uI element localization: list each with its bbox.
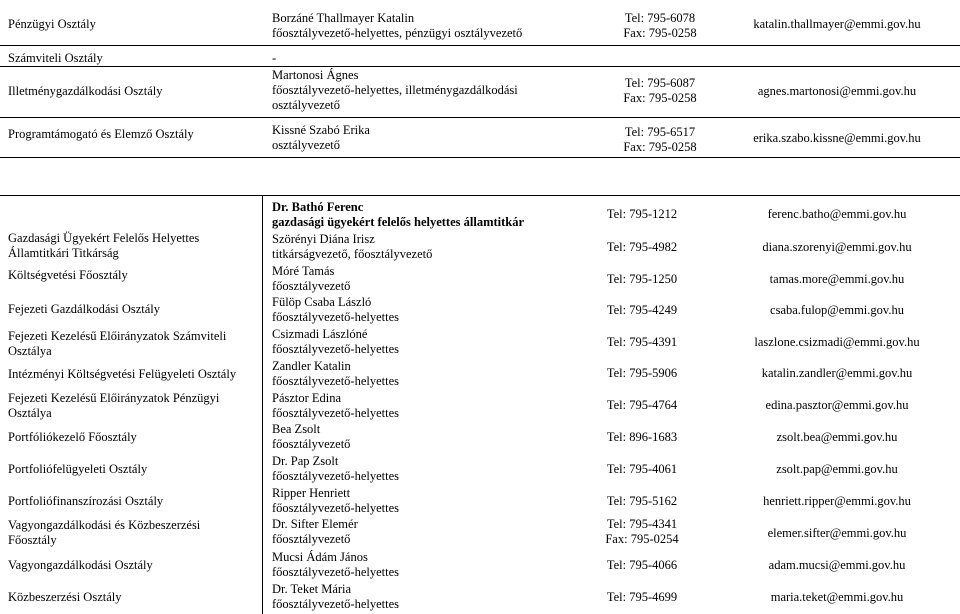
department-name-cont: Főosztály — [8, 533, 57, 547]
person-title: főosztályvezető-helyettes — [272, 597, 400, 611]
department-name: Portfóliókezelő Főosztály — [8, 430, 137, 444]
email-address[interactable]: zsolt.pap@emmi.gov.hu — [776, 462, 898, 476]
column-divider — [262, 195, 263, 614]
fax-number: Fax: 795-0258 — [623, 26, 697, 40]
person-name: Mucsi Ádám János — [272, 550, 368, 564]
person-title: osztályvezető — [272, 138, 341, 152]
person-title: főosztályvezető-helyettes, illetménygazdálkodási — [272, 83, 518, 97]
email-address[interactable]: maria.teket@emmi.gov.hu — [770, 590, 904, 604]
phone-number: Tel: 795-1212 — [606, 207, 678, 221]
department-name: Fejezeti Kezelésű Előirányzatok Pénzügyi — [8, 391, 220, 405]
table-top-border — [0, 195, 960, 196]
email-address[interactable]: zsolt.bea@emmi.gov.hu — [776, 430, 898, 444]
person-title: főosztályvezető — [272, 437, 351, 451]
department-name: Portfoliófelügyeleti Osztály — [8, 462, 148, 476]
person-name: Dr. Teket Mária — [272, 582, 352, 596]
person-name: Pásztor Edina — [272, 391, 342, 405]
email-address[interactable]: erika.szabo.kissne@emmi.gov.hu — [753, 131, 921, 145]
department-name: Intézményi Költségvetési Felügyeleti Osztály — [8, 367, 237, 381]
phone-number: Tel: 795-6078 — [624, 11, 696, 25]
person-title: főosztályvezető-helyettes — [272, 310, 400, 324]
department-name: Portfoliófinanszírozási Osztály — [8, 494, 164, 508]
email-address[interactable]: laszlone.csizmadi@emmi.gov.hu — [754, 335, 920, 349]
person-name: Dr. Pap Zsolt — [272, 454, 339, 468]
person-name: - — [272, 51, 277, 65]
person-name: Csizmadi Lászlóné — [272, 327, 368, 341]
fax-number: Fax: 795-0254 — [605, 532, 679, 546]
person-title: főosztályvezető-helyettes — [272, 374, 400, 388]
person-name: Ripper Henriett — [272, 486, 351, 500]
person-name: Borzáné Thallmayer Katalin — [272, 11, 415, 25]
department-name-cont: Államtitkári Titkárság — [8, 246, 119, 260]
phone-number: Tel: 795-6087 — [624, 76, 696, 90]
person-title: főosztályvezető-helyettes — [272, 469, 400, 483]
email-address[interactable]: adam.mucsi@emmi.gov.hu — [768, 558, 906, 572]
person-name: Bea Zsolt — [272, 422, 321, 436]
phone-number: Tel: 795-4249 — [606, 303, 678, 317]
email-address[interactable]: katalin.zandler@emmi.gov.hu — [761, 366, 913, 380]
person-name: Fülöp Csaba László — [272, 295, 372, 309]
phone-number: Tel: 795-4764 — [606, 398, 678, 412]
phone-number: Tel: 896-1683 — [606, 430, 678, 444]
person-title-cont: osztályvezető — [272, 98, 341, 112]
phone-number: Tel: 795-4391 — [606, 335, 678, 349]
department-name: Pénzügyi Osztály — [8, 17, 96, 31]
person-title: főosztályvezető-helyettes — [272, 565, 400, 579]
email-address[interactable]: agnes.martonosi@emmi.gov.hu — [757, 84, 917, 98]
person-title: főosztályvezető-helyettes, pénzügyi osztályvezető — [272, 26, 523, 40]
department-name: Költségvetési Főosztály — [8, 268, 128, 282]
phone-number: Tel: 795-4699 — [606, 590, 678, 604]
phone-number: Tel: 795-6517 — [624, 125, 696, 139]
department-name: Vagyongazdálkodási Osztály — [8, 558, 153, 572]
department-name: Illetménygazdálkodási Osztály — [8, 84, 163, 98]
row-divider — [0, 157, 960, 158]
row-divider — [0, 66, 960, 67]
phone-number: Tel: 795-5906 — [606, 366, 678, 380]
department-name: Gazdasági Ügyekért Felelős Helyettes — [8, 231, 200, 245]
department-name: Fejezeti Gazdálkodási Osztály — [8, 302, 161, 316]
department-name: Közbeszerzési Osztály — [8, 590, 122, 604]
person-title: főosztályvezető — [272, 532, 351, 546]
email-address[interactable]: tamas.more@emmi.gov.hu — [769, 272, 905, 286]
department-name: Programtámogató és Elemző Osztály — [8, 127, 194, 141]
person-title: gazdasági ügyekért felelős helyettes államtitkár — [272, 215, 525, 229]
department-name-cont: Osztálya — [8, 406, 52, 420]
email-address[interactable]: csaba.fulop@emmi.gov.hu — [770, 303, 904, 317]
person-title: főosztályvezető-helyettes — [272, 406, 400, 420]
email-address[interactable]: edina.pasztor@emmi.gov.hu — [765, 398, 909, 412]
person-name: Móré Tamás — [272, 264, 335, 278]
person-name: Dr. Bathó Ferenc — [272, 200, 364, 214]
row-divider — [0, 45, 960, 46]
email-address[interactable]: diana.szorenyi@emmi.gov.hu — [762, 240, 912, 254]
phone-number: Tel: 795-4341 — [606, 517, 678, 531]
phone-number: Tel: 795-4061 — [606, 462, 678, 476]
person-name: Kissné Szabó Erika — [272, 123, 370, 137]
email-address[interactable]: katalin.thallmayer@emmi.gov.hu — [753, 17, 921, 31]
department-name: Fejezeti Kezelésű Előirányzatok Számviteli — [8, 329, 227, 343]
phone-number: Tel: 795-1250 — [606, 272, 678, 286]
person-title: főosztályvezető — [272, 279, 351, 293]
department-name: Számviteli Osztály — [8, 51, 103, 65]
department-name-cont: Osztálya — [8, 344, 52, 358]
fax-number: Fax: 795-0258 — [623, 91, 697, 105]
phone-number: Tel: 795-4066 — [606, 558, 678, 572]
person-name: Szörényi Diána Irisz — [272, 232, 375, 246]
department-name: Vagyongazdálkodási és Közbeszerzési — [8, 518, 201, 532]
email-address[interactable]: ferenc.batho@emmi.gov.hu — [767, 207, 907, 221]
email-address[interactable]: elemer.sifter@emmi.gov.hu — [767, 526, 907, 540]
person-name: Dr. Sifter Elemér — [272, 517, 358, 531]
person-name: Zandler Katalin — [272, 359, 351, 373]
person-title: főosztályvezető-helyettes — [272, 342, 400, 356]
row-divider — [0, 117, 960, 118]
phone-number: Tel: 795-5162 — [606, 494, 678, 508]
email-address[interactable]: henriett.ripper@emmi.gov.hu — [763, 494, 911, 508]
fax-number: Fax: 795-0258 — [623, 140, 697, 154]
person-title: titkárságvezető, főosztályvezető — [272, 247, 433, 261]
person-title: főosztályvezető-helyettes — [272, 501, 400, 515]
person-name: Martonosi Ágnes — [272, 68, 359, 82]
phone-number: Tel: 795-4982 — [606, 240, 678, 254]
